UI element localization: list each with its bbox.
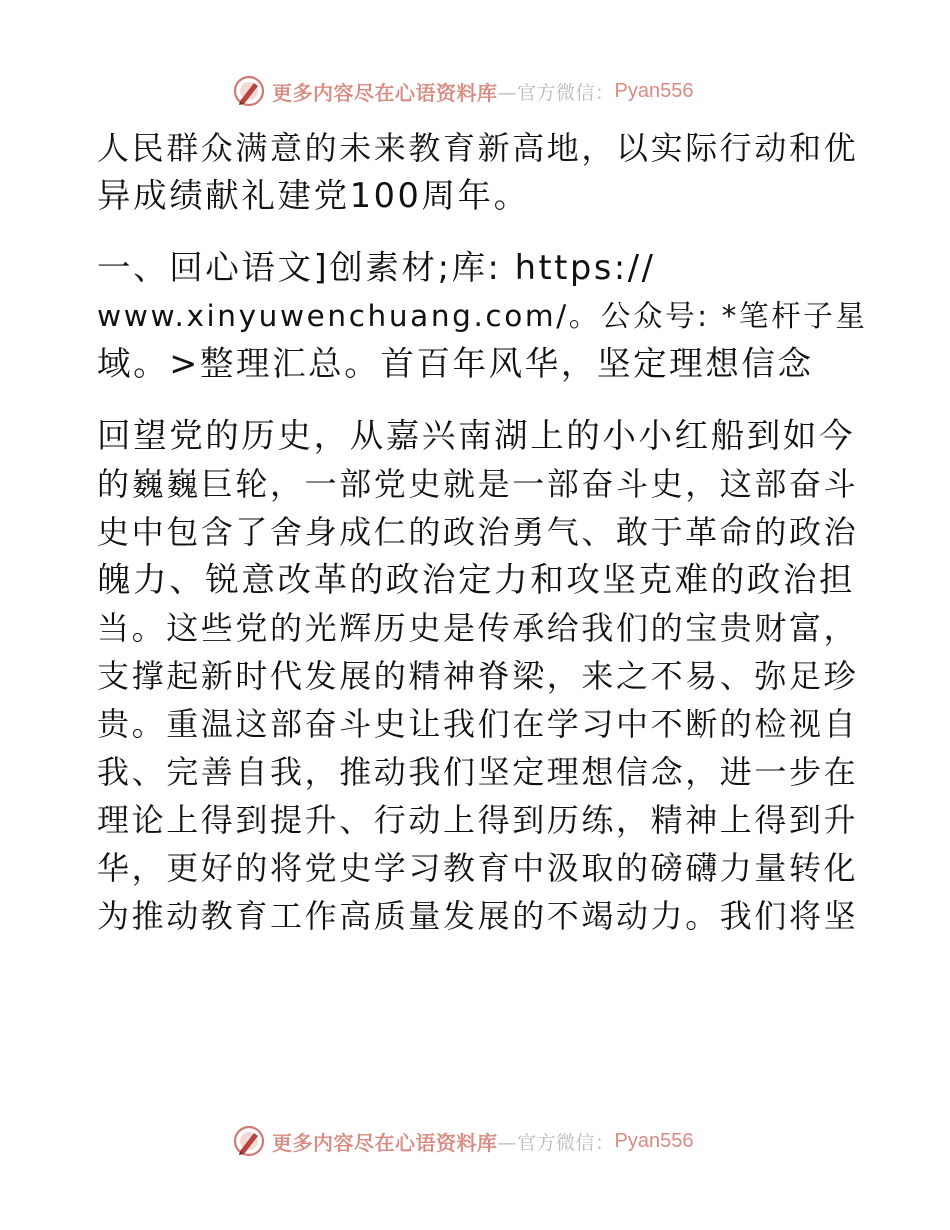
- watermark-sub-text: —官方微信：: [497, 81, 615, 104]
- text-line: 贵。重温这部奋斗史让我们在学习中不断的检视自: [97, 705, 859, 743]
- text-line: 当。这些党的光辉历史是传承给我们的宝贵财富，: [97, 609, 859, 647]
- text-line: 一、回心语文]创素材;库: https://: [97, 248, 656, 287]
- text-line: 魄力、锐意改革的政治定力和攻坚克难的政治担: [97, 560, 856, 599]
- text-line: 华，更好的将党史学习教育中汲取的磅礴力量转化: [97, 849, 859, 887]
- text-line: 理论上得到提升、行动上得到历练，精神上得到升: [97, 801, 859, 839]
- text-line: 史中包含了舍身成仁的政治勇气、敢于革命的政治: [97, 513, 859, 551]
- watermark-main-text: 更多内容尽在心语资料库: [272, 80, 498, 105]
- pen-logo-icon: [232, 74, 266, 108]
- text-line: www.xinyuwenchuang.com/。公众号: *笔杆子星: [97, 299, 868, 333]
- watermark-sub-text: —官方微信：: [497, 1131, 615, 1154]
- document-body: [97, 124, 868, 940]
- footer-watermark: [232, 1124, 732, 1158]
- text-line: 回望党的历史，从嘉兴南湖上的小小红船到如今: [97, 416, 856, 455]
- text-line: 支撑起新时代发展的精神脊梁，来之不易、弥足珍: [97, 657, 859, 695]
- watermark-id-text: Pyan556: [614, 1129, 694, 1152]
- text-line: 为推动教育工作高质量发展的不竭动力。我们将坚: [97, 897, 859, 935]
- watermark-main-text: 更多内容尽在心语资料库: [272, 1130, 498, 1155]
- text-line: 异成绩献礼建党100周年。: [97, 176, 530, 215]
- paragraph: [97, 412, 857, 940]
- text-line: 的巍巍巨轮，一部党史就是一部奋斗史，这部奋斗: [97, 465, 859, 503]
- paragraph-heading: [97, 244, 868, 388]
- header-watermark: [232, 74, 732, 108]
- pen-logo-icon: [232, 1124, 266, 1158]
- text-line: 人民群众满意的未来教育新高地，以实际行动和优: [97, 129, 859, 167]
- paragraph: [97, 124, 857, 220]
- text-line: 我、完善自我，推动我们坚定理想信念，进一步在: [97, 753, 859, 791]
- text-line: 域。>整理汇总。首百年风华，坚定理想信念: [97, 344, 814, 383]
- watermark-id-text: Pyan556: [614, 79, 694, 102]
